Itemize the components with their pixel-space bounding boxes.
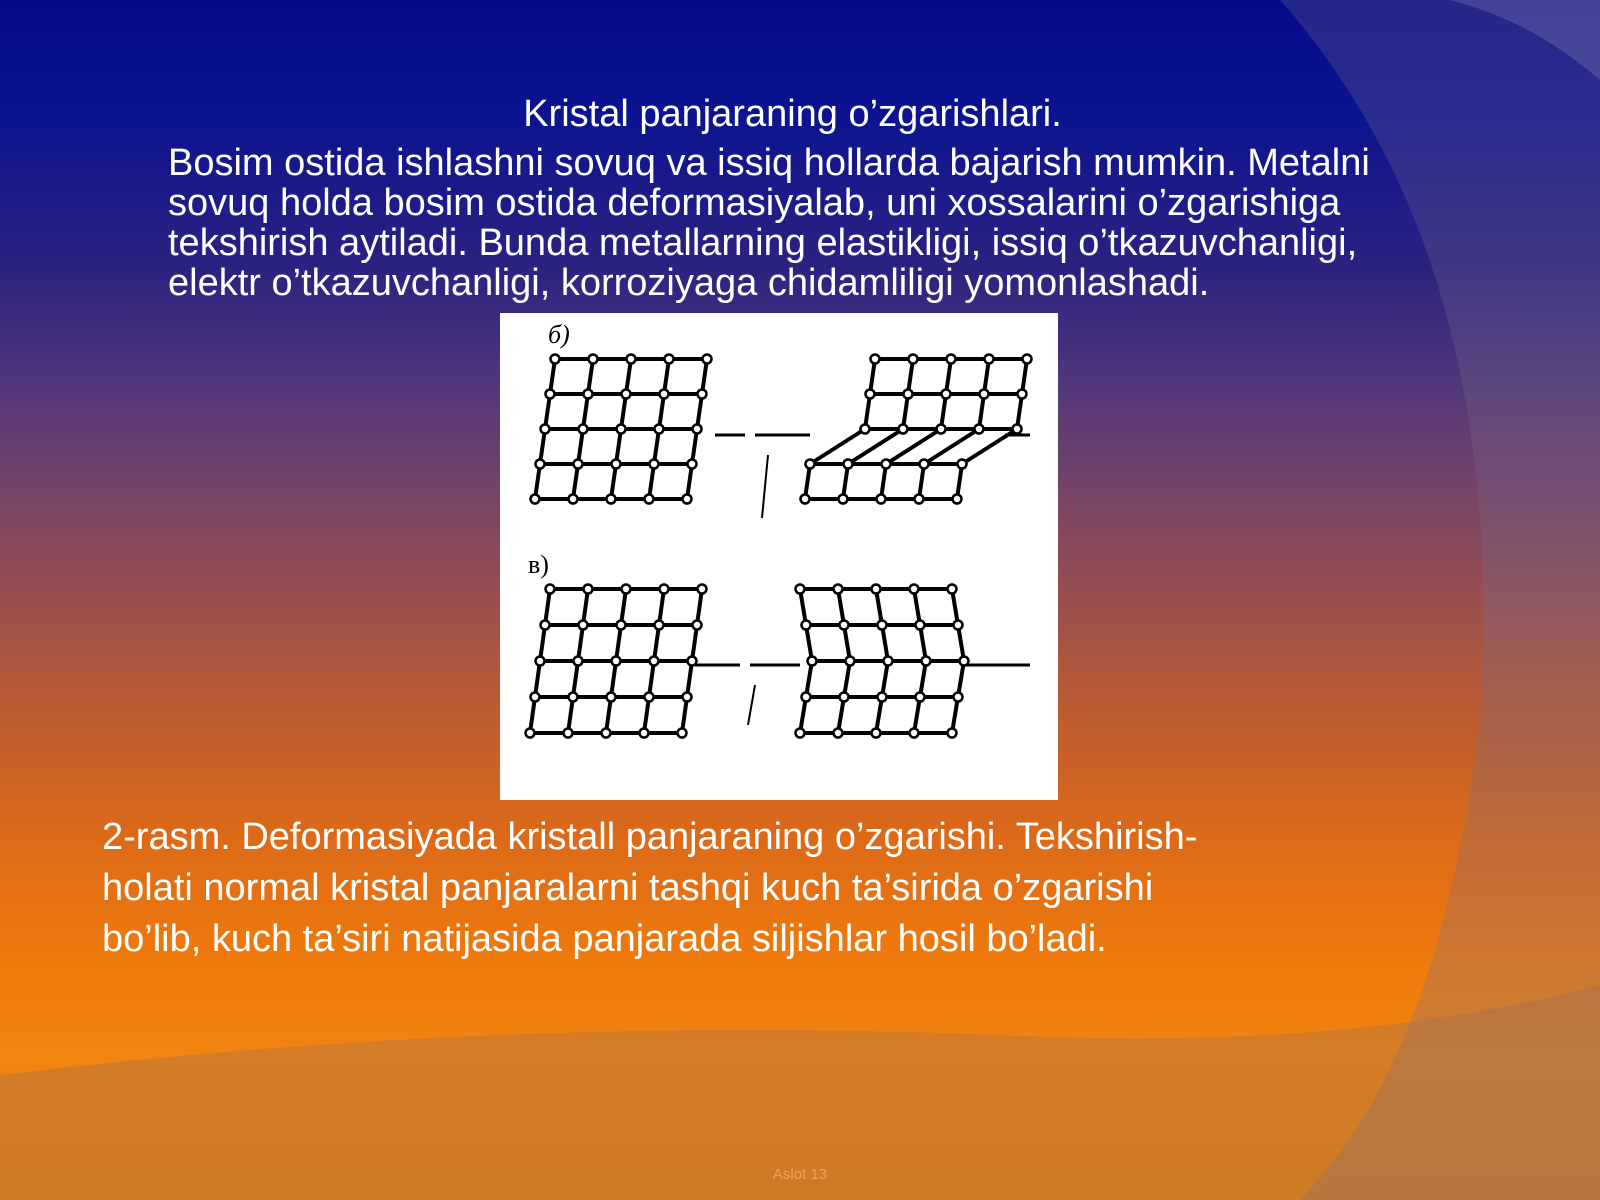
lattice-atom — [660, 585, 669, 594]
lattice-atom — [840, 693, 849, 702]
lattice-atom — [541, 621, 550, 630]
lattice-atom — [612, 460, 621, 469]
lattice-atom — [796, 729, 805, 738]
lattice-atom — [584, 585, 593, 594]
lattice-atom — [947, 355, 956, 364]
lattice-v-original — [526, 585, 707, 738]
figure-label-v: в) — [528, 550, 549, 579]
lattice-atom — [678, 729, 687, 738]
lattice-atom — [953, 495, 962, 504]
lattice-atom — [878, 621, 887, 630]
lattice-atom — [655, 621, 664, 630]
lattice-atom — [546, 390, 555, 399]
lattice-atom — [531, 693, 540, 702]
lattice-atom — [1013, 425, 1022, 434]
lattice-atom — [985, 355, 994, 364]
lattice-atom — [546, 585, 555, 594]
lattice-atom — [872, 729, 881, 738]
lattice-atom — [660, 390, 669, 399]
lattice-atom — [602, 729, 611, 738]
lattice-atom — [915, 495, 924, 504]
lattice-atom — [526, 729, 535, 738]
lattice-atom — [878, 693, 887, 702]
lattice-diagram — [500, 313, 1058, 800]
lattice-atom — [922, 657, 931, 666]
lattice-v-twinned — [796, 585, 969, 738]
lattice-atom — [861, 425, 870, 434]
lattice-atom — [834, 729, 843, 738]
lattice-atom — [531, 495, 540, 504]
lattice-atom — [846, 657, 855, 666]
lattice-atom — [882, 460, 891, 469]
force-arrow-b — [762, 455, 768, 518]
lattice-atom — [1018, 390, 1027, 399]
force-arrow-v — [748, 685, 755, 725]
lattice-atom — [569, 693, 578, 702]
lattice-atom — [564, 729, 573, 738]
lattice-atom — [877, 495, 886, 504]
lattice-b-original — [531, 355, 712, 504]
lattice-atom — [916, 693, 925, 702]
lattice-atom — [683, 495, 692, 504]
lattice-atom — [589, 355, 598, 364]
lattice-atom — [693, 425, 702, 434]
lattice-atom — [980, 390, 989, 399]
lattice-atom — [536, 657, 545, 666]
lattice-atom — [884, 657, 893, 666]
slide-footer: Aslot 13 — [772, 1166, 828, 1183]
lattice-atom — [612, 657, 621, 666]
lattice-atom — [806, 460, 815, 469]
lattice-atom — [645, 495, 654, 504]
lattice-atom — [840, 621, 849, 630]
lattice-atom — [683, 693, 692, 702]
lattice-atom — [899, 425, 908, 434]
lattice-atom — [802, 693, 811, 702]
lattice-atom — [688, 460, 697, 469]
lattice-atom — [607, 495, 616, 504]
lattice-atom — [541, 425, 550, 434]
lattice-atom — [808, 657, 817, 666]
lattice-atom — [645, 693, 654, 702]
intro-paragraph: Bosim ostida ishlashni sovuq va issiq hollarda bajarish mumkin. Metalni sovuq holda bosim ostida deformasiyalab, uni xossalarini o’zgarishiga tekshirish aytiladi. Bunda metallarning elastikligi, issiq o’tkazuvchanligi, elektr o’tkazuvchanligi, korroziyaga chidamliligi yomonlashadi. — [168, 142, 1370, 304]
figure-label-b: б) — [548, 320, 570, 349]
lattice-atom — [975, 425, 984, 434]
lattice-atom — [579, 621, 588, 630]
lattice-atom — [866, 390, 875, 399]
lattice-atom — [665, 355, 674, 364]
slide-title: Kristal panjaraning o’zgarishlari. — [523, 93, 1062, 135]
lattice-atom — [688, 657, 697, 666]
lattice-atom — [871, 355, 880, 364]
lattice-atom — [844, 460, 853, 469]
lattice-atom — [640, 729, 649, 738]
lattice-atom — [802, 621, 811, 630]
lattice-atom — [839, 495, 848, 504]
figure-caption: 2-rasm. Deformasiyada kristall panjaraning o’zgarishi. Tekshirish- holati normal kristal panjaralarni tashqi kuch ta’sirida o’zgarishi bo’lib, kuch ta’siri natijasida panjarada siljishlar hosil bo’ladi. — [102, 816, 1198, 960]
lattice-atom — [650, 460, 659, 469]
lattice-atom — [622, 585, 631, 594]
lattice-atom — [698, 585, 707, 594]
lattice-atom — [536, 460, 545, 469]
lattice-atom — [703, 355, 712, 364]
lattice-atom — [954, 621, 963, 630]
lattice-atom — [909, 355, 918, 364]
lattice-atom — [937, 425, 946, 434]
lattice-atom — [617, 425, 626, 434]
lattice-atom — [834, 585, 843, 594]
lattice-atom — [650, 657, 659, 666]
lattice-atom — [916, 621, 925, 630]
lattice-atom — [617, 621, 626, 630]
lattice-b-slipped — [801, 355, 1032, 504]
lattice-atom — [551, 355, 560, 364]
lattice-atom — [958, 460, 967, 469]
lattice-atom — [607, 693, 616, 702]
lattice-figure — [500, 313, 1058, 800]
lattice-atom — [693, 621, 702, 630]
lattice-atom — [910, 585, 919, 594]
lattice-atom — [574, 657, 583, 666]
lattice-atom — [622, 390, 631, 399]
lattice-atom — [584, 390, 593, 399]
lattice-atom — [920, 460, 929, 469]
lattice-atom — [655, 425, 664, 434]
lattice-atom — [1023, 355, 1032, 364]
lattice-atom — [954, 693, 963, 702]
lattice-atom — [569, 495, 578, 504]
lattice-atom — [872, 585, 881, 594]
lattice-atom — [574, 460, 583, 469]
lattice-atom — [579, 425, 588, 434]
lattice-atom — [948, 585, 957, 594]
lattice-atom — [904, 390, 913, 399]
lattice-atom — [627, 355, 636, 364]
lattice-atom — [698, 390, 707, 399]
lattice-atom — [960, 657, 969, 666]
lattice-atom — [796, 585, 805, 594]
lattice-atom — [942, 390, 951, 399]
lattice-atom — [801, 495, 810, 504]
lattice-atom — [910, 729, 919, 738]
lattice-atom — [948, 729, 957, 738]
